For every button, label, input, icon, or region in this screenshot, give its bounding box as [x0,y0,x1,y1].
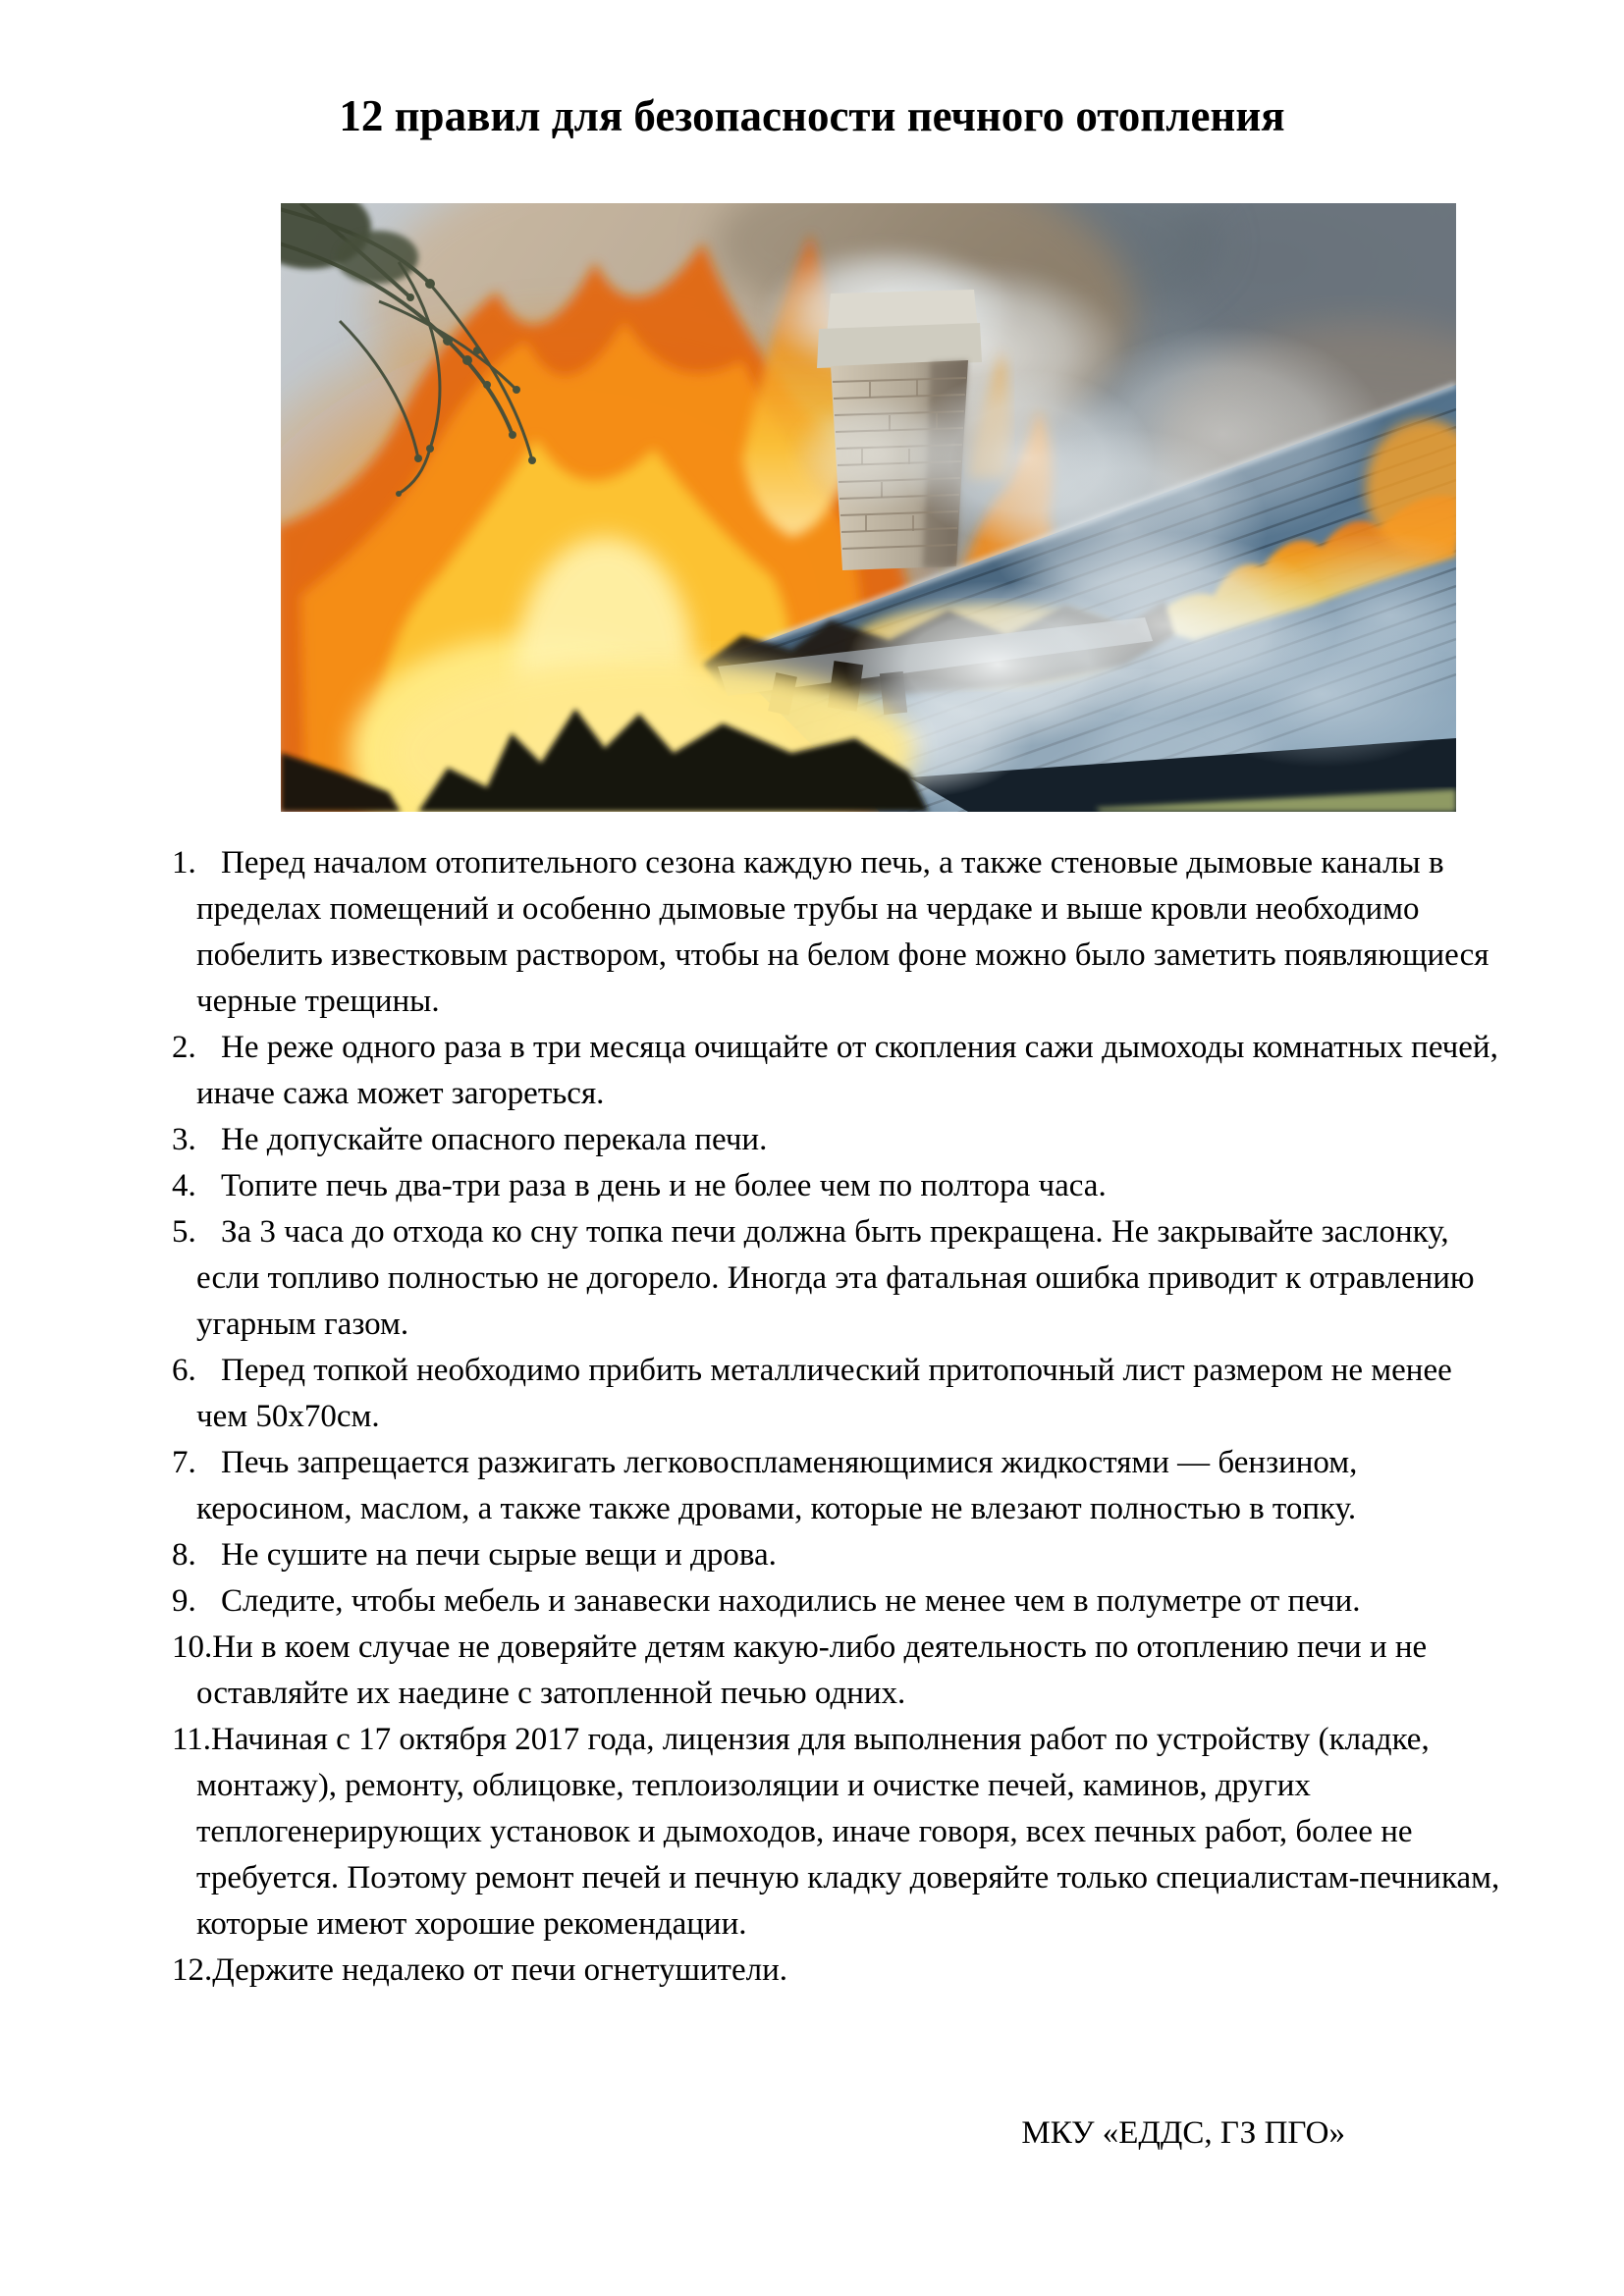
list-item-number: 7. [172,1445,196,1480]
list-item-number: 6. [172,1353,196,1388]
list-item-text: Печь запрещается разжигать легковоспламеняющимися жидкостями — бензином, керосином, маслом, а также также дровами, которые не влезают полностью в топку. [196,1445,1358,1526]
list-item-number: 12. [172,1952,213,1988]
list-item [172,1948,1510,1994]
list-item [172,1209,1510,1348]
list-item-number: 1. [172,845,196,881]
list-item [172,1117,1510,1163]
list-item-text: Перед началом отопительного сезона каждую печь, а также стеновые дымовые каналы в пределах помещений и особенно дымовые трубы на чердаке и выше кровли необходимо побелить известковым раствором, чтобы на белом фоне можно было заметить появляющиеся черные трещины. [196,845,1489,1019]
list-item-text: Держите недалеко от печи огнетушители. [212,1952,787,1988]
list-item-number: 10. [172,1629,213,1665]
list-item [172,1025,1510,1117]
list-item-number: 3. [172,1122,196,1157]
list-item-number: 9. [172,1583,196,1619]
page-title: 12 правил для безопасности печного отопления [339,91,1285,141]
list-item [172,1578,1510,1625]
list-item-text: Начиная с 17 октября 2017 года, лицензия для выполнения работ по устройству (кладке, монтажу), ремонту, облицовке, теплоизоляции и очистке печей, каминов, других теплогенерирующих установок и дымоходов, иначе говоря, всех печных работ, более не требуется. Поэтому ремонт печей и печную кладку доверяйте только специалистам-печникам, которые имеют хорошие рекомендации. [196,1722,1500,1942]
list-item [172,840,1510,1025]
footer-signature: МКУ «ЕДДС, ГЗ ПГО» [1021,2115,1345,2151]
list-item-text: Не реже одного раза в три месяца очищайте от скопления сажи дымоходы комнатных печей, иначе сажа может загореться. [196,1030,1498,1111]
list-item-number: 5. [172,1214,196,1250]
list-item-text: Топите печь два-три раза в день и не более чем по полтора часа. [221,1168,1107,1203]
list-item [172,1625,1510,1717]
list-item [172,1348,1510,1440]
list-item [172,1717,1510,1948]
list-item-number: 11. [172,1722,212,1757]
burning-house-photo [281,203,1456,812]
list-item-text: Следите, чтобы мебель и занавески находились не менее чем в полуметре от печи. [221,1583,1361,1619]
list-item-text: Перед топкой необходимо прибить металлический притопочный лист размером не менее чем 50х70см. [196,1353,1452,1434]
rules-list [0,840,1510,1994]
list-item [172,1532,1510,1578]
list-item-number: 8. [172,1537,196,1573]
list-item-number: 2. [172,1030,196,1065]
list-item [172,1163,1510,1209]
list-item-number: 4. [172,1168,196,1203]
list-item-text: Ни в коем случае не доверяйте детям какую-либо деятельность по отоплению печи и не оставляйте их наедине с затопленной печью одних. [196,1629,1428,1711]
list-item-text: Не допускайте опасного перекала печи. [221,1122,768,1157]
list-item-text: За 3 часа до отхода ко сну топка печи должна быть прекращена. Не закрывайте заслонку, если топливо полностью не догорело. Иногда эта фатальная ошибка приводит к отравлению угарным газом. [196,1214,1475,1342]
list-item-text: Не сушите на печи сырые вещи и дрова. [221,1537,777,1573]
list-item [172,1440,1510,1532]
